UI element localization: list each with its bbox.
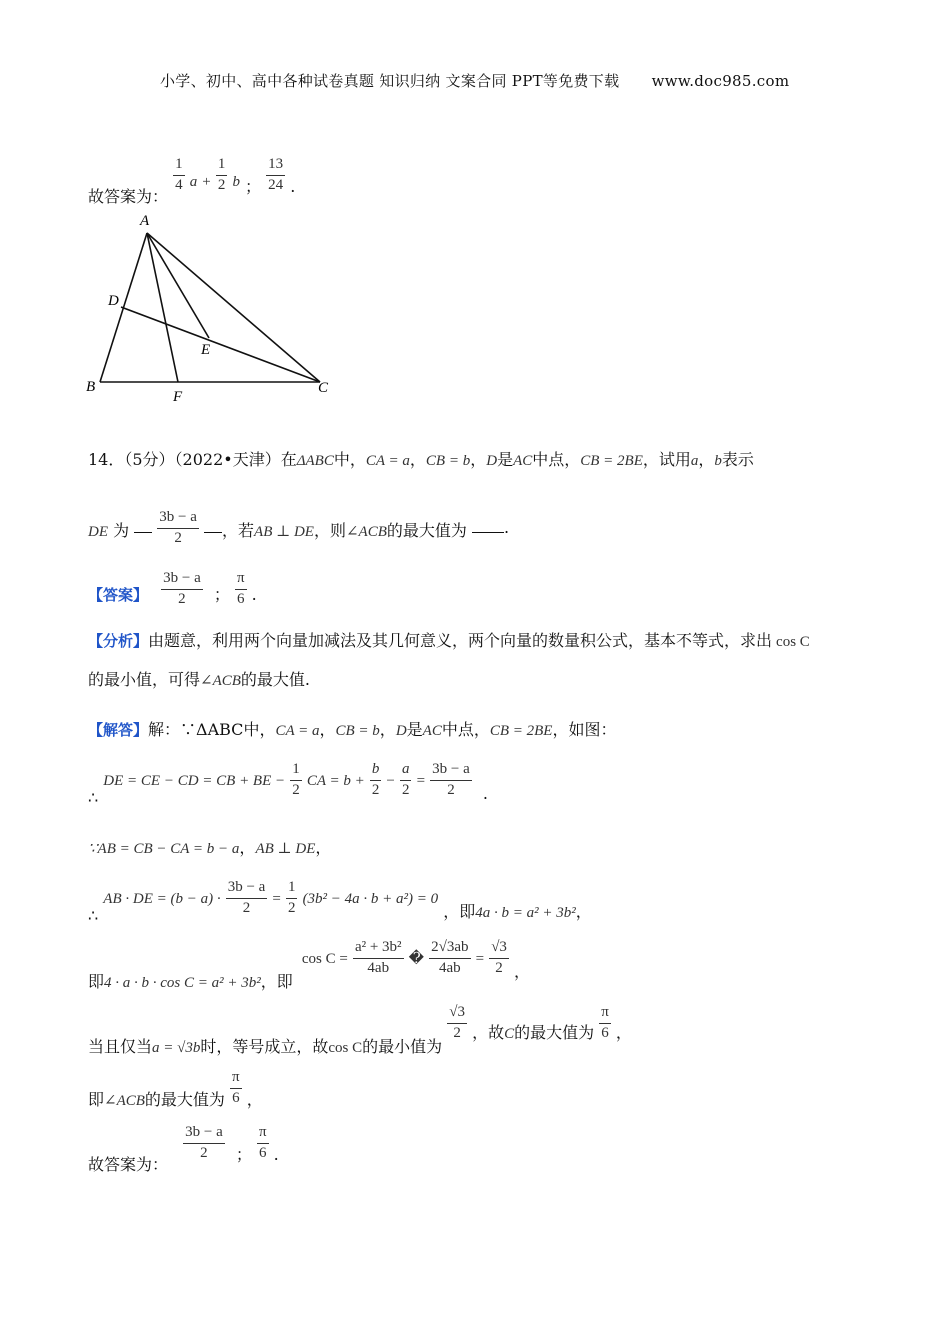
final-answer-line: 故答案为： $\frac{3b - a}{2}$ ； $\frac{\pi}{6}$ . — [88, 1124, 279, 1174]
point-b-label: B — [86, 379, 96, 395]
point-f-label: F — [173, 389, 183, 405]
solution-when-line: 当且仅当a = √3b时，等号成立，故cos C的最小值为 $\frac{√3}{2}$ ，故C的最大值为 $\frac{\pi}{6}$ ， — [88, 1004, 632, 1056]
answer-tag: 【答案】 — [88, 585, 149, 604]
frac-one-quarter: $\frac{1}{4}$ — [175, 156, 183, 193]
question-14-line2: DE 为 $\frac{3b - a}{2}$ ，若AB ⊥ DE，则∠ACB的最大值为 . — [88, 509, 510, 546]
prev-answer-label: 故答案为： — [88, 186, 169, 206]
solution-eq1: ∴ DE = CE − CD = CB + BE − $\frac{1}{2}$ CA = b + $\frac{b}{2}$ − $\frac{a}{2}$ = $\frac{3b - a}{2}$ . — [88, 761, 488, 807]
vector-a: a — [189, 173, 198, 190]
point-a-label: A — [140, 213, 150, 229]
segment-ae — [147, 233, 209, 338]
blank2 — [472, 532, 504, 533]
answer-line: 【答案】 $\frac{3b - a}{2}$ ； $\frac{\pi}{6}$ . — [88, 570, 257, 607]
header-url: www.doc985.com — [651, 72, 790, 90]
vector-b: b — [232, 173, 240, 190]
analysis-tag: 【分析】 — [88, 632, 149, 650]
prev-answer-line: 故答案为： $\frac{1}{4}$ a + $\frac{1}{2}$ b ； $\frac{13}{24}$ . — [88, 156, 296, 206]
blank1-answer-frac: $\frac{3b - a}{2}$ — [159, 509, 197, 546]
point-e-label: E — [201, 342, 211, 358]
solution-line1: 【解答】解：∵ΔABC中，CA = a，CB = b，D是AC中点，CB = 2BE，如图： — [88, 720, 617, 739]
analysis-line2: 的最小值，可得∠ACB的最大值. — [88, 670, 311, 689]
analysis-line1: 【分析】由题意，利用两个向量加减法及其几何意义，两个向量的数量积公式，基本不等式，求出 cos C — [88, 631, 810, 650]
frac-one-half: $\frac{1}{2}$ — [217, 156, 226, 193]
solution-tag: 【解答】 — [88, 721, 149, 739]
solution-eq2: ∴ AB · DE = (b − a) · $\frac{3b - a}{2}$ = $\frac{1}{2}$ (3b² − 4a · b + a²) = 0 ，即4a · b = a² + 3b²， — [88, 879, 592, 925]
point-d-label: D — [108, 293, 119, 309]
frac-13-24: $\frac{13}{24}$ — [268, 156, 284, 193]
header-text: 小学、初中、高中各种试卷真题 知识归纳 文案合同 PPT等免费下载 — [160, 72, 620, 90]
point-c-label: C — [318, 380, 329, 396]
page-header — [160, 70, 789, 91]
solution-eq3: 即4 · a · b · cos C = a² + 3b²，即 cos C = $\frac{\text{a² + 3b²}}{4ab}$ � $\frac{2√3ab}{4ab}$ = $\frac{√3}{2}$ ， — [88, 939, 531, 991]
triangle-figure — [80, 205, 350, 415]
solution-since-line: ∵AB = CB − CA = b − a，AB ⊥ DE， — [88, 838, 332, 857]
solution-max-line: 即∠ACB的最大值为 $\frac{\pi}{6}$ ， — [88, 1069, 263, 1109]
segment-dc — [121, 307, 320, 382]
question-14-line1: 14．（5分）（2022•天津）在ΔABC中，CA = a，CB = b，D是AC中点，CB = 2BE，试用a，b表示 — [88, 450, 754, 469]
question-number: 14．（5分）（2022•天津）在 — [88, 450, 297, 469]
